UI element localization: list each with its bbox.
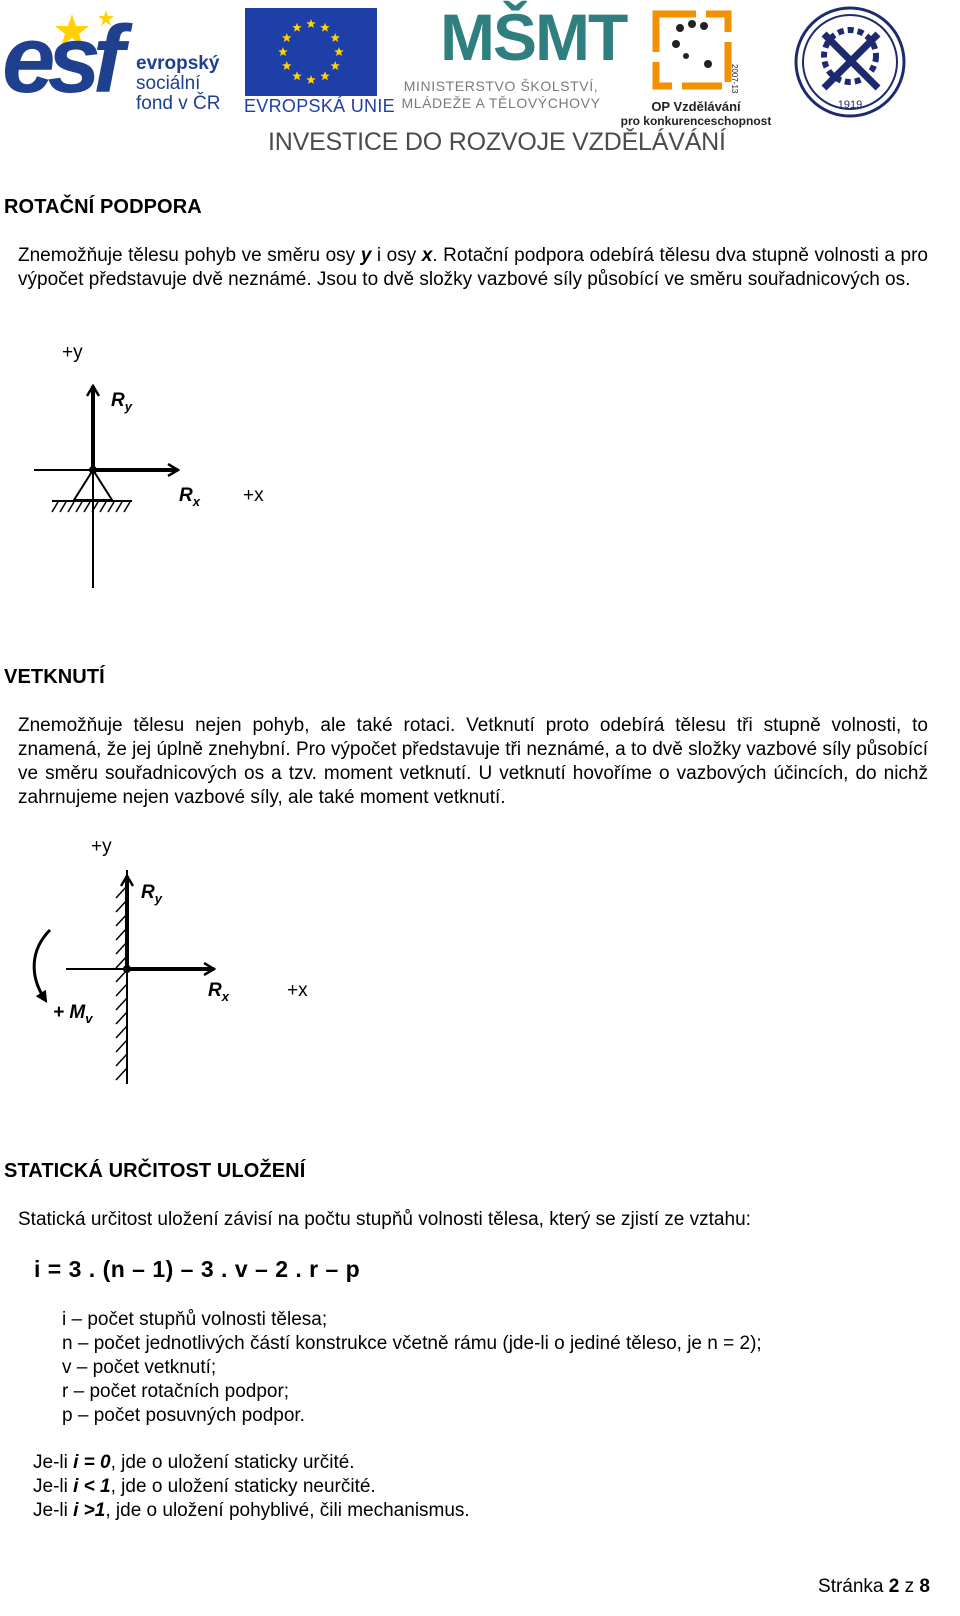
- paragraph-staticka: Statická určitost uložení závisí na počtu stupňů volnosti tělesa, který se zjistí ze vztahu:: [18, 1209, 751, 1230]
- page-total: 8: [919, 1576, 930, 1597]
- legend-item: v – počet vetknutí;: [62, 1357, 217, 1378]
- op-caption: [616, 100, 776, 128]
- eu-star-icon: [292, 23, 302, 32]
- para-text: i osy: [371, 245, 422, 266]
- op-years: 2007-13: [730, 64, 739, 94]
- eu-star-icon: [330, 33, 340, 42]
- label-plus-y: +y: [91, 836, 112, 857]
- label-plus-x: +x: [287, 980, 308, 1001]
- para-text: . Rotační podpora odebírá tělesu dva stupně volnosti a pro výpočet představuje dvě neznámé. Jsou to dvě složky vazbové síly působící ve směru souřadnicových os.: [18, 245, 929, 290]
- eu-stars: [245, 8, 377, 96]
- op-square-icon: [616, 4, 776, 96]
- legend-item: i – počet stupňů volnosti tělesa;: [62, 1309, 328, 1330]
- section-heading-vetknuti: VETKNUTÍ: [4, 666, 105, 688]
- legend-item: n – počet jednotlivých částí konstrukce včetně rámu (jde-li o jediné těleso, je n = 2);: [62, 1333, 762, 1354]
- op-logo: [616, 4, 776, 128]
- ground-hatching: [52, 502, 130, 512]
- esf-line3: fond v ČR: [136, 93, 221, 114]
- label-rx: $R_x$: [179, 485, 200, 509]
- esf-line2: sociální: [136, 73, 201, 94]
- pin-support-diagram: [0, 330, 320, 600]
- esf-letters: esf: [2, 6, 117, 113]
- conditions: [33, 1451, 470, 1523]
- eu-star-icon: [278, 47, 288, 56]
- msmt-line1: MINISTERSTVO ŠKOLSTVÍ,: [403, 78, 599, 94]
- legend-item: r – počet rotačních podpor;: [62, 1381, 290, 1402]
- para-axis-x: x: [421, 245, 433, 266]
- pin-joint: [89, 466, 97, 474]
- formula: i = 3 . (n – 1) – 3 . v – 2 . r – p: [34, 1256, 361, 1282]
- eu-caption: EVROPSKÁ UNIE: [244, 96, 395, 116]
- label-moment: + $M_v$: [53, 1002, 93, 1026]
- section-heading-staticka: STATICKÁ URČITOST ULOŽENÍ: [4, 1160, 306, 1182]
- msmt-logo: [388, 0, 627, 120]
- paragraph-vetknuti: Znemožňuje tělesu nejen pohyb, ale také rotaci. Vetknutí proto odebírá tělesu tři stupně volnosti, to znamená, že jej úplně znehybní. Pro výpočet představuje tři neznámé, a to dvě složky vazbové síly působící ve směru souřadnicových os a tzv. moment vetknutí. U vetknutí hovoříme o vazbových účincích, do nichž zahrnujeme nejen vazbové síly, ale také moment vetknutí.: [18, 715, 928, 808]
- eu-star-icon: [334, 47, 344, 56]
- fixed-joint: [123, 965, 131, 973]
- eu-star-icon: [330, 61, 340, 70]
- label-plus-x: +x: [243, 485, 264, 506]
- eu-flag-icon: [245, 8, 377, 96]
- esf-caption: [136, 54, 220, 114]
- page-footer: Stránka 2 z 8: [818, 1576, 930, 1597]
- msmt-line2: MLÁDEŽE A TĚLOVÝCHOVY: [401, 95, 601, 111]
- condition-row: Je-li i = 0, jde o uložení staticky určité.: [33, 1452, 355, 1473]
- para-axis-y: y: [360, 245, 372, 266]
- moment-arc: [34, 930, 50, 998]
- condition-row: Je-li i >1, jde o uložení pohyblivé, čili mechanismus.: [33, 1500, 470, 1521]
- school-seal-icon: [792, 4, 908, 120]
- formula-legend: [62, 1308, 762, 1428]
- section-heading-rotacni: ROTAČNÍ PODPORA: [4, 196, 202, 218]
- label-rx: $R_x$: [208, 980, 229, 1004]
- investice-slogan: INVESTICE DO ROZVOJE VZDĚLÁVÁNÍ: [268, 128, 726, 156]
- esf-logo: [0, 4, 232, 118]
- label-ry: $R_y$: [111, 390, 132, 414]
- op-line2: pro konkurenceschopnost: [620, 114, 772, 128]
- msmt-logo-text: MŠMT: [440, 0, 627, 74]
- eu-star-icon: [320, 23, 330, 32]
- seal-year: 1919: [837, 99, 863, 111]
- eu-star-icon: [292, 71, 302, 80]
- para-text: Znemožňuje tělesu pohyb ve směru osy: [18, 245, 361, 266]
- page-number: 2: [888, 1576, 900, 1597]
- legend-item: p – počet posuvných podpor.: [62, 1405, 305, 1426]
- eu-star-icon: [320, 71, 330, 80]
- eu-star-icon: [306, 75, 316, 84]
- eu-star-icon: [282, 61, 292, 70]
- eu-star-icon: [282, 33, 292, 42]
- label-plus-y: +y: [62, 342, 83, 363]
- fixed-support-diagram: [0, 826, 340, 1096]
- op-line1: OP Vzdělávání: [651, 99, 741, 114]
- esf-line1: evropský: [136, 53, 220, 74]
- eu-star-icon: [306, 19, 316, 28]
- msmt-caption: [388, 78, 614, 112]
- paragraph-rotacni: [18, 244, 928, 292]
- condition-row: Je-li i < 1, jde o uložení staticky neurčité.: [33, 1476, 376, 1497]
- label-ry: $R_y$: [141, 882, 162, 906]
